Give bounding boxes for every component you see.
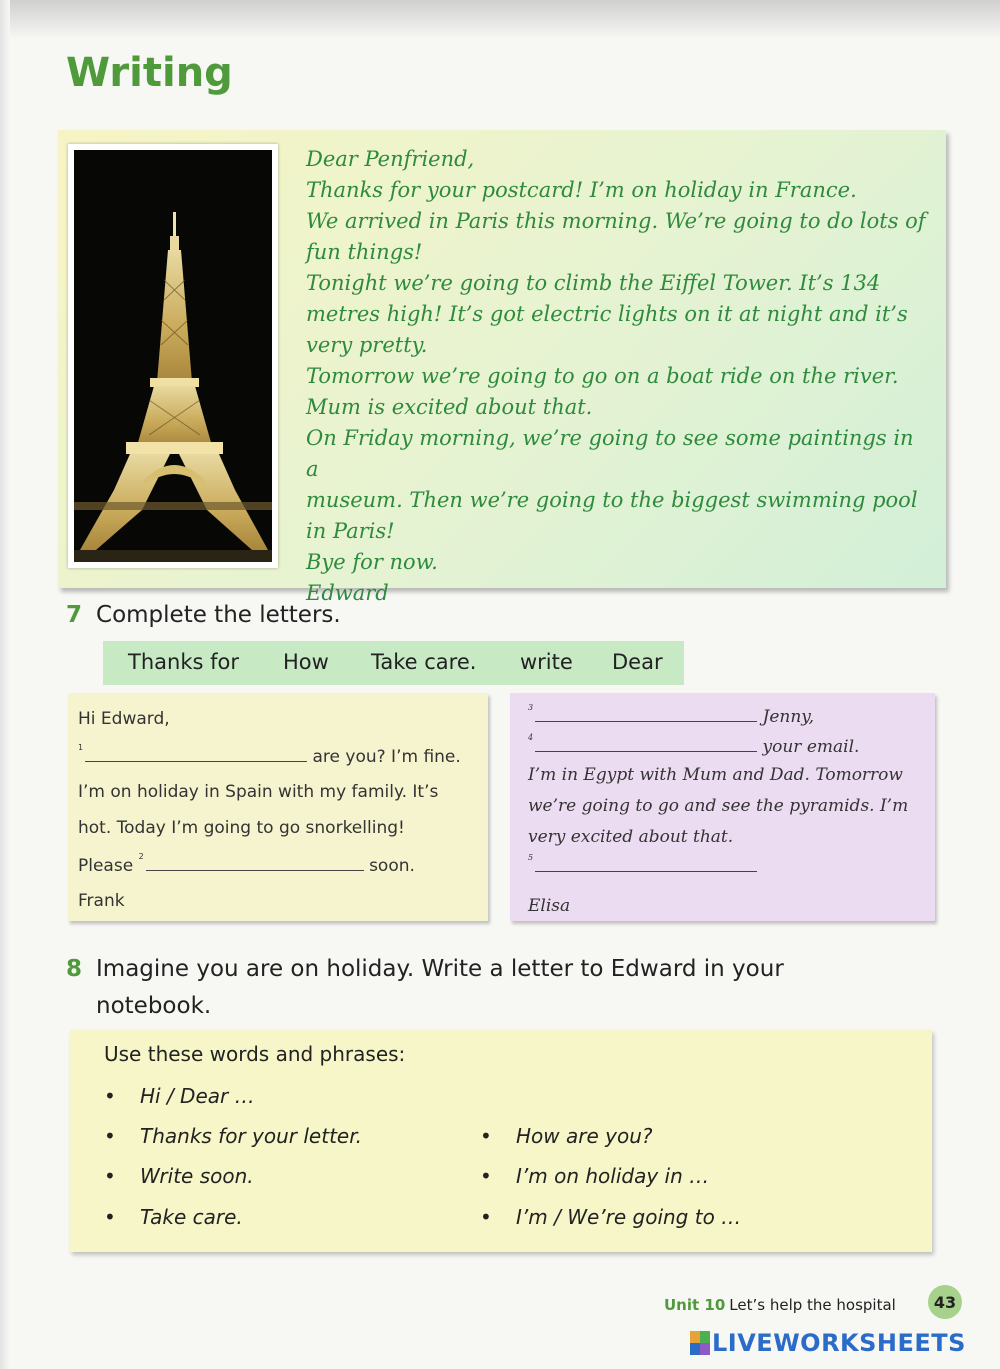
letter-line: Thanks for your postcard! I’m on holiday in France. [306, 178, 857, 202]
phrase-item [104, 1164, 254, 1188]
gap-5-blank[interactable] [535, 855, 757, 872]
gap-2-blank[interactable] [146, 854, 364, 871]
elisa-letter-card [510, 693, 935, 921]
unit-label: Unit 10 [664, 1296, 726, 1314]
card-line: I’m in Egypt with Mum and Dad. Tomorrow [528, 765, 903, 785]
card-line [528, 705, 814, 727]
eiffel-tower-illustration [74, 150, 272, 562]
card-signature: Frank [78, 891, 125, 911]
phrase-text: How are you? [516, 1124, 653, 1148]
gap-1-blank[interactable] [85, 745, 307, 762]
phrase-text: I’m on holiday in … [516, 1164, 710, 1188]
penfriend-letter [306, 144, 926, 609]
frank-letter-card [68, 693, 488, 921]
letter-line: Dear Penfriend, [306, 147, 475, 171]
phrase-item [104, 1084, 255, 1108]
letter-line: We arrived in Paris this morning. We’re going to do lots of [306, 209, 926, 233]
word-bank [103, 641, 684, 685]
bullet-icon: • [104, 1205, 116, 1229]
gap-number: 2 [138, 852, 144, 861]
letter-line: Tonight we’re going to climb the Eiffel Tower. It’s 134 [306, 271, 881, 295]
card-text: Jenny, [762, 707, 815, 727]
card-line [528, 735, 859, 757]
letter-line: Tomorrow we’re going to go on a boat ride on the river. [306, 364, 899, 388]
instruction-line: notebook. [96, 993, 212, 1019]
exercise-8-heading [66, 951, 784, 1025]
card-text: are you? I’m fine. [312, 747, 461, 767]
phrase-item [480, 1124, 653, 1148]
card-text: your email. [762, 737, 860, 757]
phrase-item [104, 1124, 362, 1148]
gap-number: 5 [528, 853, 534, 862]
exercise-number: 7 [66, 602, 83, 628]
letter-line: metres high! It’s got electric lights on it at night and it’s [306, 302, 908, 326]
card-line [528, 855, 757, 877]
phrase-item [480, 1164, 710, 1188]
page-title: Writing [66, 50, 233, 96]
card-line [78, 745, 461, 767]
word-bank-item: Thanks for [128, 650, 239, 674]
phrase-text: Hi / Dear … [140, 1084, 255, 1108]
card-line: very excited about that. [528, 827, 734, 847]
bullet-icon: • [104, 1124, 116, 1148]
phrase-item [104, 1205, 243, 1229]
page-number: 43 [928, 1285, 962, 1319]
exercise-instruction: Complete the letters. [96, 602, 341, 628]
photo-frame [68, 144, 278, 568]
phrase-text: Thanks for your letter. [140, 1124, 362, 1148]
card-line: I’m on holiday in Spain with my family. It’s [78, 782, 439, 802]
gap-4-blank[interactable] [535, 735, 757, 752]
letter-line: On Friday morning, we’re going to see some paintings in a [306, 426, 914, 481]
bullet-icon: • [104, 1164, 116, 1188]
exercise-instruction [96, 951, 784, 1025]
exercise-7-heading [66, 602, 341, 628]
phrase-text: Take care. [140, 1205, 243, 1229]
letter-line: Mum is excited about that. [306, 395, 593, 419]
unit-title: Let’s help the hospital [729, 1296, 896, 1314]
gap-3-blank[interactable] [535, 705, 757, 722]
exercise-number: 8 [66, 956, 83, 982]
bullet-icon: • [104, 1084, 116, 1108]
eiffel-tower-photo [74, 150, 272, 562]
word-bank-item: write [520, 650, 573, 674]
gap-number: 4 [528, 733, 534, 742]
bullet-icon: • [480, 1124, 492, 1148]
phrase-item [480, 1205, 742, 1229]
word-bank-item: How [283, 650, 329, 674]
bullet-icon: • [480, 1164, 492, 1188]
phrases-intro: Use these words and phrases: [104, 1042, 406, 1066]
card-line: hot. Today I’m going to go snorkelling! [78, 818, 405, 838]
letter-panel [58, 130, 946, 605]
card-text: soon. [369, 856, 415, 876]
bullet-icon: • [480, 1205, 492, 1229]
letter-line: fun things! [306, 240, 423, 264]
left-page-edge [0, 0, 10, 1369]
letter-line: very pretty. [306, 333, 428, 357]
card-line [78, 854, 415, 876]
letter-line: in Paris! [306, 519, 395, 543]
gap-number: 3 [528, 703, 534, 712]
card-signature: Elisa [528, 896, 571, 916]
liveworksheets-brand [690, 1329, 966, 1357]
card-line: we’re going to go and see the pyramids. I’m [528, 796, 909, 816]
phrase-text: Write soon. [140, 1164, 254, 1188]
liveworksheets-logo-icon [690, 1331, 710, 1355]
letter-line: Edward [306, 581, 389, 605]
word-bank-item: Dear [612, 650, 663, 674]
brand-name: LIVEWORKSHEETS [712, 1329, 966, 1357]
unit-footer [664, 1296, 896, 1314]
top-shade [0, 0, 1000, 40]
letter-line: museum. Then we’re going to the biggest swimming pool [306, 488, 918, 512]
phrase-text: I’m / We’re going to … [516, 1205, 742, 1229]
letter-line: Bye for now. [306, 550, 438, 574]
instruction-line: Imagine you are on holiday. Write a letter to Edward in your [96, 956, 784, 982]
gap-number: 1 [78, 743, 84, 752]
phrases-panel [70, 1030, 932, 1252]
card-text: Please [78, 856, 134, 876]
card-greeting: Hi Edward, [78, 709, 170, 729]
word-bank-item: Take care. [371, 650, 477, 674]
